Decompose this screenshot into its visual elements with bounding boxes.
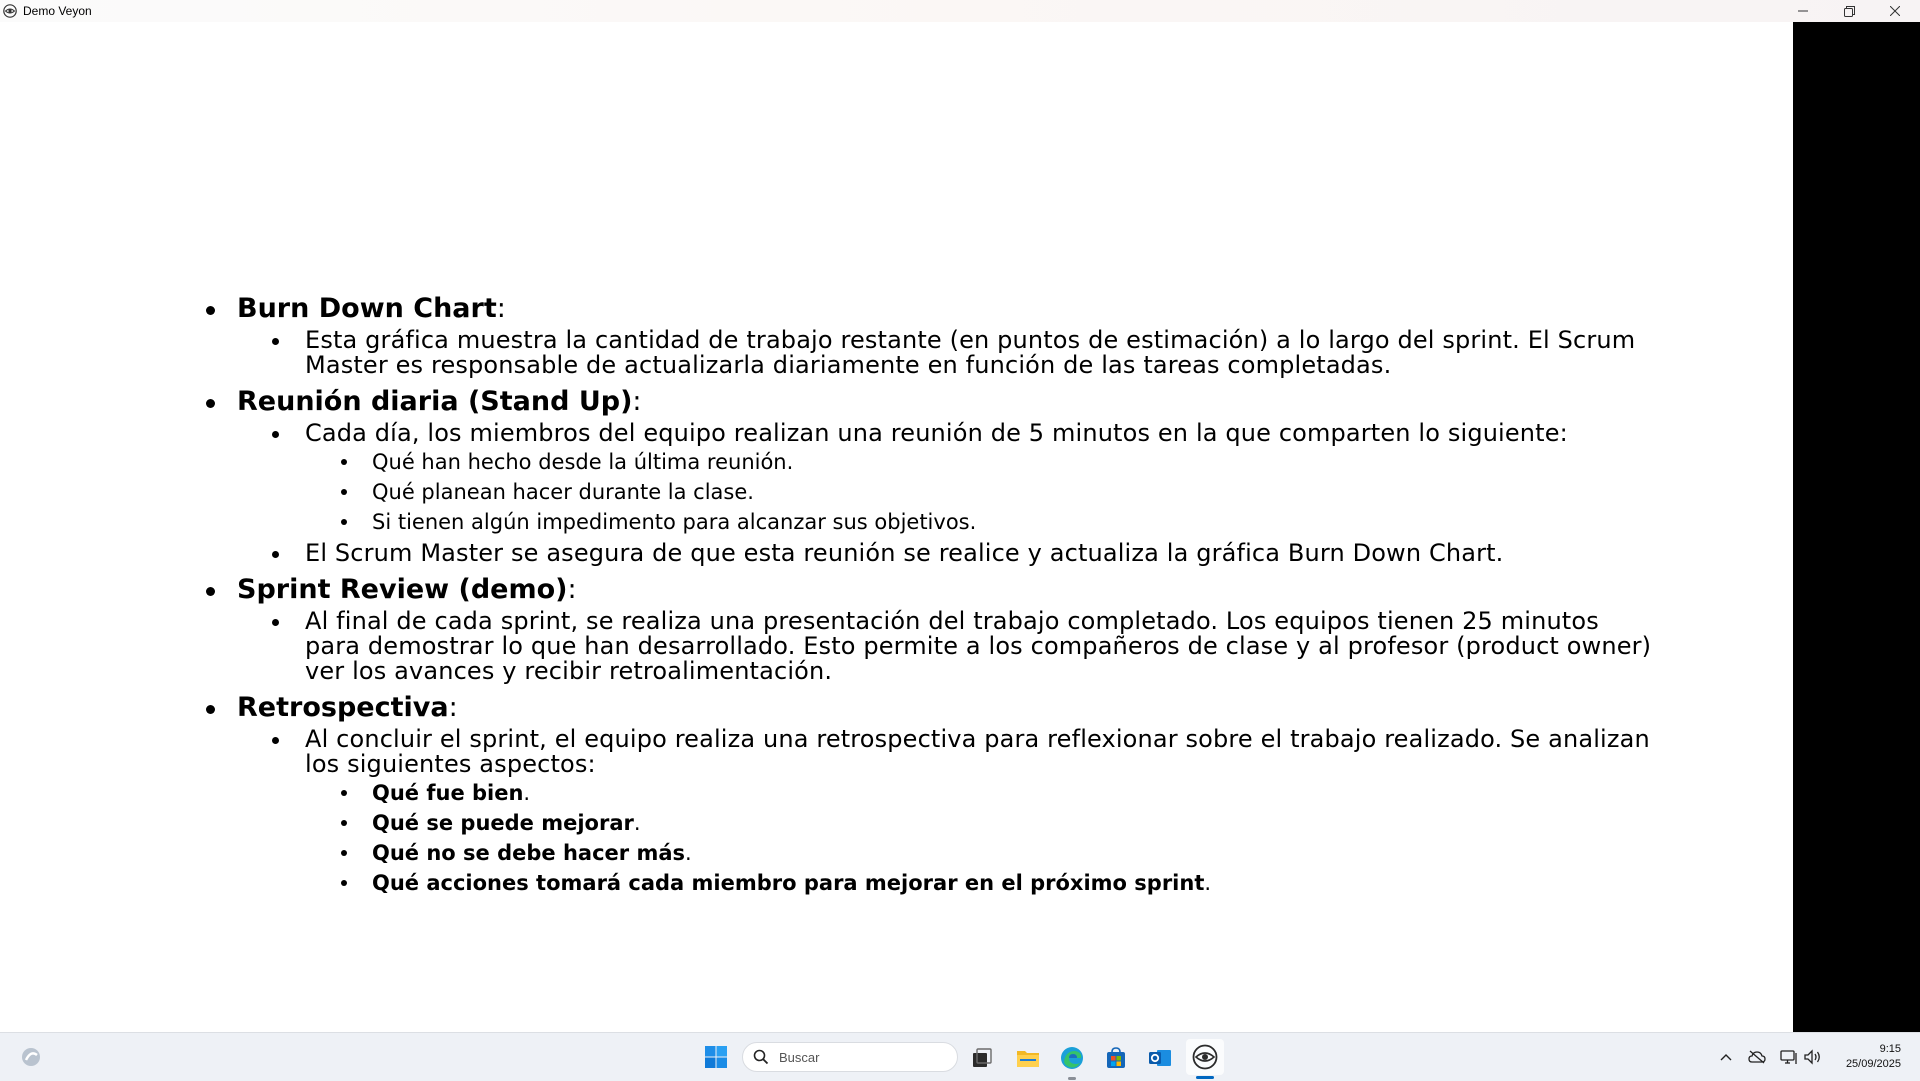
store-icon [1105, 1047, 1127, 1069]
search-placeholder: Buscar [779, 1050, 820, 1065]
restore-icon [1844, 6, 1855, 17]
file-explorer-icon [1016, 1047, 1040, 1069]
slide-content [200, 290, 1660, 898]
onedrive-button[interactable] [1746, 1047, 1768, 1067]
restore-button[interactable] [1826, 0, 1872, 22]
close-button[interactable] [1872, 0, 1918, 22]
edge-icon [1060, 1046, 1084, 1070]
slide-heading-stand-up: Reunión diaria (Stand Up): [200, 385, 1660, 419]
task-view-icon [971, 1047, 993, 1069]
slide-point: Si tienen algún impedimento para alcanzar sus objetivos. [372, 507, 1660, 537]
taskbar [0, 1032, 1920, 1081]
clock-date: 25/09/2025 [1845, 1058, 1901, 1070]
windows-start-icon [704, 1045, 728, 1069]
slide-subitem: Cada día, los miembros del equipo realizan una reunión de 5 minutos en la que comparten lo siguiente: [305, 421, 1660, 446]
show-hidden-icons-button[interactable] [1716, 1047, 1736, 1067]
veyon-icon [1192, 1044, 1218, 1070]
close-icon [1890, 6, 1900, 16]
slide-point: Qué planean hacer durante la clase. [372, 477, 1660, 507]
clock-time: 9:15 [1879, 1043, 1901, 1055]
widgets-button[interactable] [18, 1045, 44, 1069]
volume-icon [1804, 1049, 1822, 1065]
edge-button[interactable] [1058, 1044, 1086, 1072]
title-bar[interactable] [0, 0, 1920, 22]
outlook-button[interactable] [1146, 1045, 1174, 1071]
veyon-app-icon [3, 4, 17, 18]
file-explorer-button[interactable] [1014, 1045, 1042, 1071]
slide-subitem: Al concluir el sprint, el equipo realiza una retrospectiva para reflexionar sobre el trabajo realizado. Se analizan los siguientes aspectos: [305, 727, 1660, 777]
window-title: Demo Veyon [23, 4, 92, 18]
slide-point: Qué han hecho desde la última reunión. [372, 447, 1660, 477]
volume-button[interactable] [1802, 1047, 1824, 1067]
minimize-icon [1798, 6, 1808, 16]
slide-subitem: Al final de cada sprint, se realiza una presentación del trabajo completado. Los equipos tienen 25 minutos para demostrar lo que han desarrollado. Esto permite a los compañeros de clase y al profesor (product owner) ver los avances y recibir retroalimentación. [305, 609, 1660, 684]
taskbar-search-box[interactable] [742, 1042, 958, 1072]
unused-screen-area [1793, 22, 1920, 1032]
network-button[interactable] [1778, 1047, 1800, 1067]
slide-point: Qué se puede mejorar. [372, 808, 1660, 838]
slide-point: Qué acciones tomará cada miembro para mejorar en el próximo sprint. [372, 868, 1660, 898]
show-hidden-icons-icon [1720, 1053, 1732, 1061]
store-button[interactable] [1102, 1045, 1130, 1071]
start-button[interactable] [702, 1044, 730, 1070]
network-icon [1780, 1049, 1798, 1065]
minimize-button[interactable] [1780, 0, 1826, 22]
slide-subitem: Esta gráfica muestra la cantidad de trabajo restante (en puntos de estimación) a lo largo del sprint. El Scrum Master es responsable de actualizarla diariamente en función de las tareas completadas. [305, 328, 1660, 378]
task-view-button[interactable] [968, 1045, 996, 1071]
search-icon [753, 1049, 769, 1070]
slide-heading-sprint-review: Sprint Review (demo): [200, 573, 1660, 607]
slide-subitem: El Scrum Master se asegura de que esta reunión se realice y actualiza la gráfica Burn Down Chart. [305, 541, 1660, 566]
veyon-active-indicator [1196, 1076, 1214, 1079]
onedrive-icon [1748, 1050, 1766, 1064]
slide-heading-retrospectiva: Retrospectiva: [200, 691, 1660, 725]
slide-point: Qué fue bien. [372, 778, 1660, 808]
slide-point: Qué no se debe hacer más. [372, 838, 1660, 868]
widgets-icon [20, 1046, 42, 1068]
slide-heading-burn-down-chart: Burn Down Chart: [200, 292, 1660, 326]
outlook-icon [1148, 1047, 1172, 1069]
taskbar-clock[interactable] [1846, 1042, 1901, 1072]
veyon-taskbar-button[interactable] [1186, 1039, 1224, 1075]
